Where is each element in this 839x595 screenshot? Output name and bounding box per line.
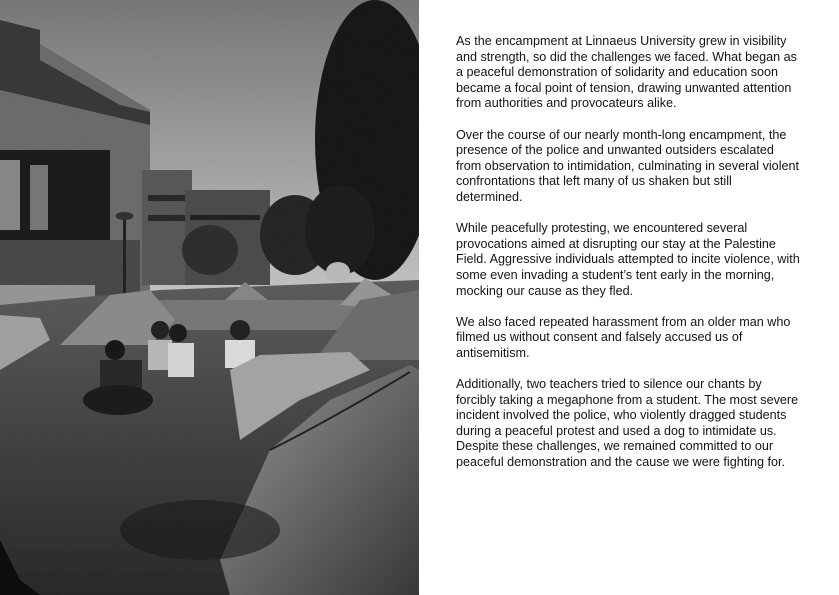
encampment-photo	[0, 0, 419, 595]
article-text	[456, 34, 801, 486]
paragraph-provocations: While peacefully protesting, we encountered several provocations aimed at disrupting our stay at the Palestine Field. Aggressive individuals attempted to incite violence, with some even invading a student’s tent early in the morning, mocking our cause as they fled.	[456, 221, 800, 298]
paragraph-intro: As the encampment at Linnaeus University grew in visibility and strength, so did the challenges we faced. What began as a peaceful demonstration of solidarity and education soon became a focal point of tension, drawing unwanted attention from authorities and provocateurs alike.	[456, 34, 797, 111]
paragraph-harassment: We also faced repeated harassment from an older man who filmed us without consent and falsely accused us of antisemitism.	[456, 314, 791, 360]
paragraph-escalation: Over the course of our nearly month-long encampment, the presence of the police and unwanted outsiders escalated from observation to intimidation, culminating in several violent confrontations that left many of us shaken but still determined.	[456, 127, 799, 204]
paragraph-police: Additionally, two teachers tried to silence our chants by forcibly taking a megaphone from a student. The most severe incident involved the police, who violently dragged students during a peaceful protest and used a dog to intimidate us. Despite these challenges, we remained committed to our peaceful demonstration and the cause we were fighting for.	[456, 377, 799, 470]
